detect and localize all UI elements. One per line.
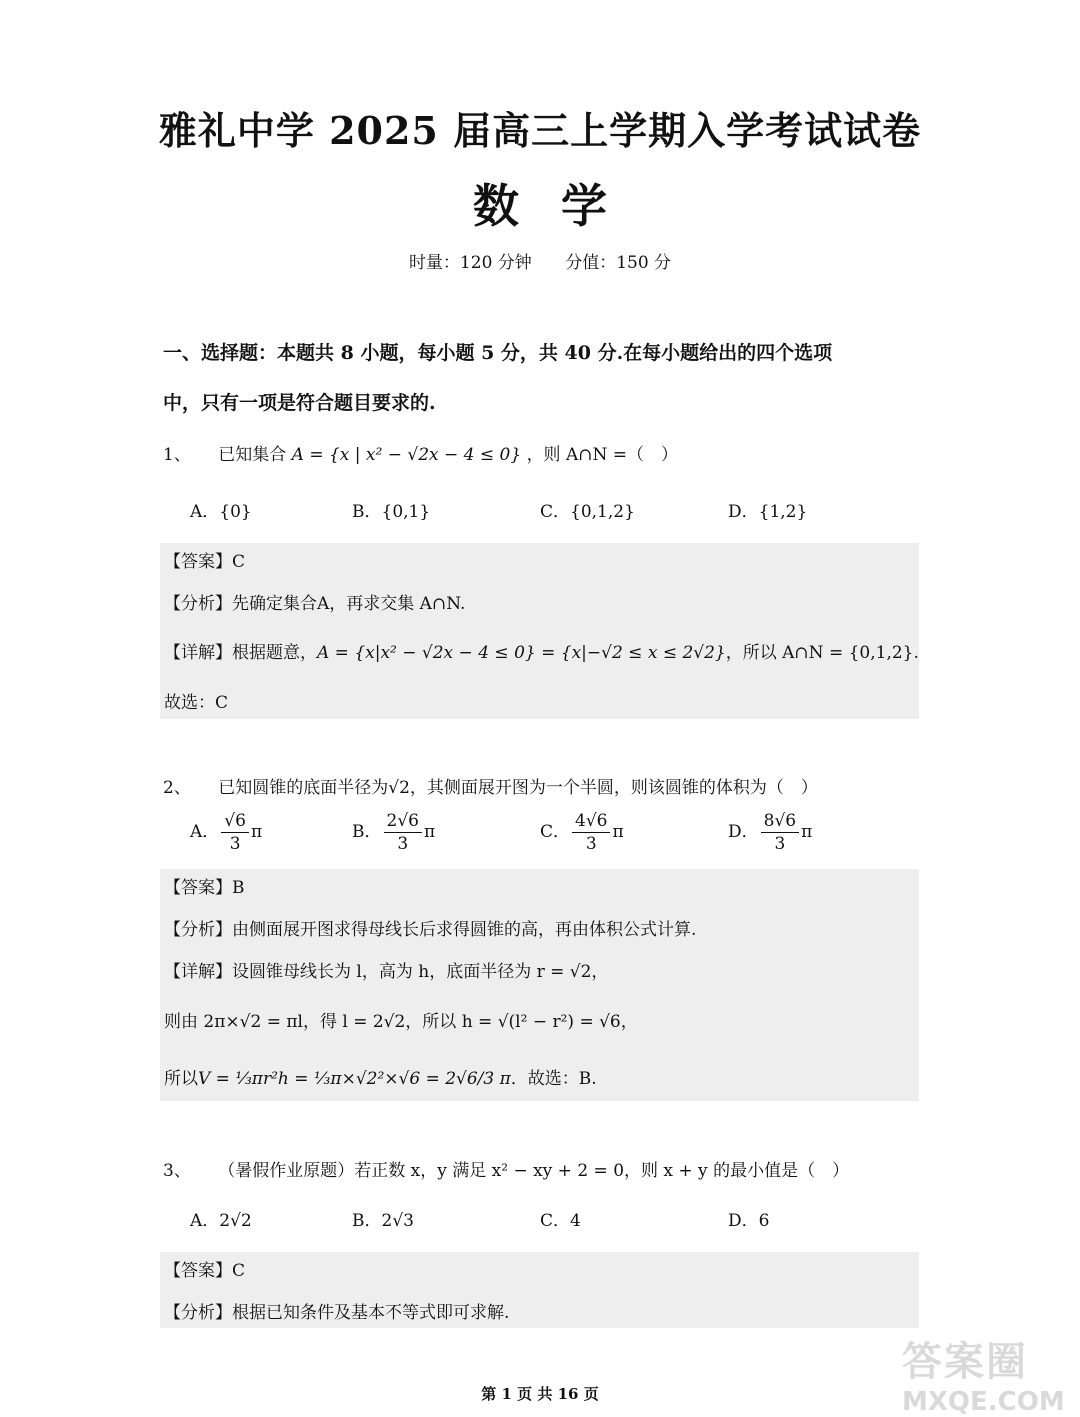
detail-line-1: 【详解】设圆锥母线长为 l，高为 h，底面半径为 r = √2，: [164, 962, 609, 982]
detail-line-3: 所以V = ⅓πr²h = ⅓π×√2²×√6 = 2√6/3 π．故选：B.: [164, 1069, 597, 1089]
watermark-logo: [902, 1330, 1065, 1417]
q3-option-a: A．2√2: [190, 1211, 252, 1231]
subject-title: 数学: [473, 179, 649, 233]
watermark-site: MXQE.COM: [902, 1387, 1065, 1417]
detail-line: 【详解】根据题意，A = {x|x² − √2x − 4 ≤ 0} = {x|−√2 ≤ x ≤ 2√2}，所以 A∩N = {0,1,2}.: [164, 643, 919, 663]
section-heading-line1: 一、选择题：本题共 8 小题，每小题 5 分，共 40 分.在每小题给出的四个选项: [163, 342, 833, 364]
analysis-line: 【分析】根据已知条件及基本不等式即可求解.: [164, 1303, 510, 1323]
page-number: 第 1 页 共 16 页: [481, 1385, 599, 1403]
q1-solution-box: [160, 543, 919, 719]
question-stem: 已知圆锥的底面半径为√2，其侧面展开图为一个半圆，则该圆锥的体积为（ ）: [218, 778, 818, 798]
detail-line-2: 则由 2π×√2 = πl，得 l = 2√2，所以 h = √(l² − r²) = √6，: [164, 1012, 638, 1032]
set-expression: A = {x | x² − √2x − 4 ≤ 0}: [291, 445, 522, 465]
q3-option-b: B．2√3: [352, 1211, 414, 1231]
time-limit: 时量：120 分钟: [408, 253, 532, 273]
question-stem: （暑假作业原题）若正数 x，y 满足 x² − xy + 2 = 0，则 x + y 的最小值是（ ）: [218, 1161, 850, 1181]
section-heading-line2: 中，只有一项是符合题目要求的.: [163, 392, 436, 414]
exam-meta: [0, 248, 1080, 273]
q1-option-b: B．{0,1}: [352, 502, 431, 522]
q2-option-a: A． $\frac{√6}{3}$ π: [190, 811, 263, 854]
q2-option-b: B． $\frac{2√6}{3}$ π: [352, 811, 436, 854]
question-stem-prefix: 已知集合: [218, 445, 287, 465]
q3-option-c: C．4: [540, 1211, 581, 1231]
question-number: 2、: [163, 778, 191, 798]
q1-option-d: D．{1,2}: [728, 502, 808, 522]
question-number: 3、: [163, 1161, 191, 1181]
conclusion-line: 故选：C: [164, 693, 229, 713]
answer-line: 【答案】B: [164, 878, 245, 898]
analysis-line: 【分析】先确定集合A，再求交集 A∩N.: [164, 594, 466, 614]
q3-solution-box: [160, 1252, 919, 1328]
question-2: [163, 773, 818, 798]
question-stem-suffix: ，则 A∩N =（ ）: [526, 445, 679, 465]
q3-option-d: D．6: [728, 1211, 770, 1231]
volume-expression: V = ⅓πr²h = ⅓π×√2²×√6 = 2√6/3 π: [198, 1069, 511, 1089]
q1-option-c: C．{0,1,2}: [540, 502, 635, 522]
total-score: 分值：150 分: [565, 253, 672, 273]
question-3: [163, 1156, 849, 1181]
exam-title: 雅礼中学 2025 届高三上学期入学考试试卷: [158, 108, 922, 153]
q2-option-c: C． $\frac{4√6}{3}$ π: [540, 811, 624, 854]
answer-line: 【答案】C: [164, 552, 246, 572]
question-number: 1、: [163, 445, 191, 465]
q1-option-a: A．{0}: [190, 502, 252, 522]
q2-solution-box: [160, 869, 919, 1101]
q2-option-d: D． $\frac{8√6}{3}$ π: [728, 811, 813, 854]
question-1: [163, 440, 678, 465]
analysis-line: 【分析】由侧面展开图求得母线长后求得圆锥的高，再由体积公式计算.: [164, 920, 697, 940]
watermark-glyph: 答案圈: [902, 1338, 1028, 1385]
detail-expression: A = {x|x² − √2x − 4 ≤ 0} = {x|−√2 ≤ x ≤ 2√2}: [317, 643, 726, 663]
answer-line: 【答案】C: [164, 1261, 246, 1281]
